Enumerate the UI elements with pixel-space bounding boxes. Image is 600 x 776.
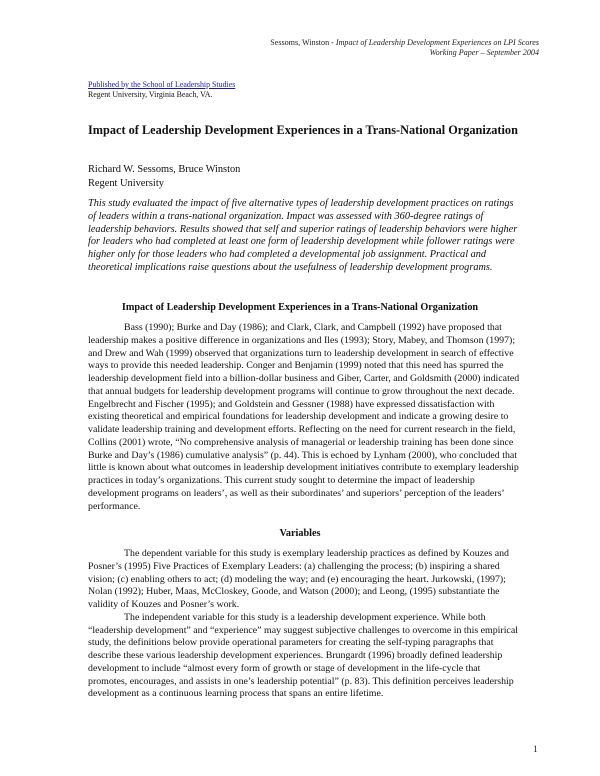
publisher-link[interactable]: Published by the School of Leadership Studies bbox=[88, 80, 236, 89]
running-head-author: Sessoms, Winston bbox=[270, 38, 330, 47]
author-block bbox=[88, 163, 240, 190]
intro-paragraph: Bass (1990); Burke and Day (1986); and Clark, Clark, and Campbell (1992) have proposed that leadership makes a positive difference in organizations and Iles (1993); Story, Mabey, and Thomson (1997); and Drew and Wah (1999) observed that organizations turn to leadership development in search of effective ways to provide this needed leadership. Conger and Benjamin (1999) noted that this need has spurred the leadership development field into a billion-dollar business and Giber, Carter, and Goldsmith (2000) indicated that annual budgets for leadership development programs will continue to grow throughout the next decade. Engelbrecht and Fischer (1995); and Goldstein and Gessner (1988) have expressed dissatisfaction with existing theoretical and empirical foundations for leadership development and indicate a growing desire to validate leadership training and development efforts. Reflecting on the need for current research in the field, Collins (2001) wrote, “No comprehensive analysis of managerial or leadership training has been done since Burke and Day’s (1986) cumulative analysis” (p. 44). This is echoed by Lynham (2000), who concluded that little is known about what outcomes in leadership development initiatives contribute to exemplary leadership practices in today’s organizations. This current study sought to determine the impact of leadership development programs on leaders’, as well as their subordinates’ and superiors’ perception of the leaders’ performance. bbox=[88, 322, 520, 512]
publisher-location: Regent University, Virginia Beach, VA. bbox=[88, 89, 213, 99]
publisher-block bbox=[88, 80, 235, 99]
running-head-date: Working Paper – September 2004 bbox=[429, 48, 539, 58]
variables-paragraph-1: The dependent variable for this study is exemplary leadership practices as defined by Kouzes and Posner’s (1995) Five Practices of Exemplary Leaders: (a) challenging the process; (b) inspiring a shared vision; (c) enabling others to act; (d) modeling the way; and (e) encouraging the heart. Jurkowski, (1997); Nolan (1992); Huber, Maas, McCloskey, Goode, and Watson (2000); and Leong, (1995) substantiate the validity of Kouzes and Posner’s work. bbox=[88, 548, 509, 610]
variables-paragraph-2: The independent variable for this study is a leadership development experience. While both “leadership development” and “experience” may suggest subjective challenges to overcome in this empirical study, the definitions below provide operational parameters for creating the self-typing paragraphs that describe these various leadership development experiences. Brungardt (1996) broadly defined leadership development to include “almost every form of growth or stage of development in the life-cycle that promotes, encourages, and assists in one’s leadership potential” (p. 83). This definition perceives leadership development as a continuous learning process that spans an entire lifetime. bbox=[88, 611, 518, 700]
author-names: Richard W. Sessoms, Bruce Winston bbox=[88, 164, 241, 175]
running-head-separator: - bbox=[329, 38, 336, 47]
variables-section bbox=[88, 548, 520, 701]
running-head bbox=[270, 38, 539, 59]
intro-section bbox=[88, 322, 520, 513]
author-affiliation: Regent University bbox=[88, 177, 164, 189]
running-head-title: Impact of Leadership Development Experiences on LPI Scores bbox=[335, 38, 539, 47]
page-number: 1 bbox=[533, 744, 538, 754]
paper-title: Impact of Leadership Development Experiences in a Trans-National Organization bbox=[88, 123, 518, 137]
abstract: This study evaluated the impact of five alternative types of leadership development practices on ratings of leaders within a trans-national organization. Impact was assessed with 360-degree ratings of leadership behaviors. Results showed that self and superior ratings of leadership behaviors were higher for leaders who had completed at least one form of leadership development while follower ratings were higher only for those leaders who had completed a developmental job assignment. Practical and theoretical implications raise questions about the usefulness of leadership development programs. bbox=[88, 198, 518, 273]
section-heading-variables: Variables bbox=[279, 528, 321, 539]
section-heading-intro: Impact of Leadership Development Experiences in a Trans-National Organization bbox=[121, 302, 479, 313]
